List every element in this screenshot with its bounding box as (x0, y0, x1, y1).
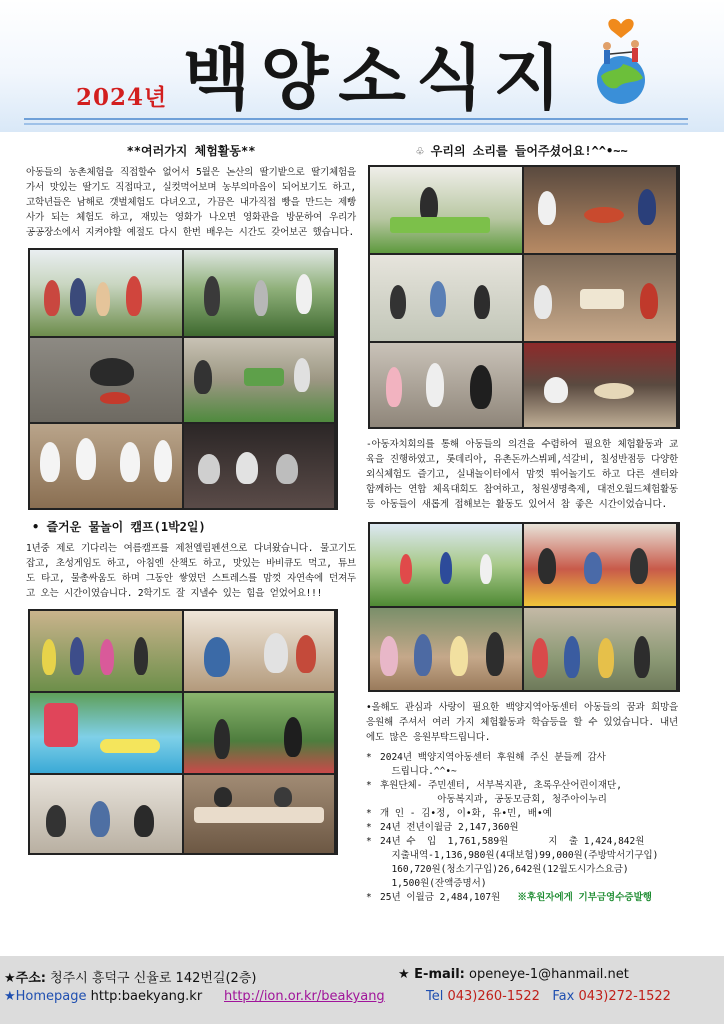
photo-classroom (370, 255, 522, 341)
left-column (26, 138, 356, 863)
footer (0, 956, 724, 1024)
list-item: * 개 인 - 김•정, 이•화, 유•민, 배•예 (366, 808, 552, 819)
photo-camp-group (30, 611, 182, 691)
address-label: ★주소: (4, 971, 46, 986)
email-value[interactable]: openeye-1@hanmail.net (469, 967, 629, 982)
list-item: * 25년 이월금 2,484,107원 ※후원자에게 기부금영수증발행 (366, 892, 652, 903)
globe-kids-logo-icon (585, 6, 657, 106)
photo-camp-bbq (184, 611, 334, 691)
photo-strawberry-greenhouse (184, 250, 334, 336)
tel-label: Tel (426, 989, 444, 1004)
photo-water-gun (184, 693, 334, 773)
homepage-label: ★Homepage (4, 989, 87, 1004)
photo-bakers (30, 424, 182, 508)
experience-photo-grid (28, 248, 338, 510)
newsletter-title: 백양소식지 (183, 37, 572, 119)
photo-indoor-play (370, 343, 522, 427)
issue-year: 2024년 (76, 84, 168, 111)
list-item: * 후원단체- 주민센터, 서부복지관, 초록우산어린이재단, 아동복지과, 공동모금회, 청주아이누리 (366, 780, 622, 805)
experience-section-title: **여러가지 체험활동** (126, 144, 256, 158)
experience-paragraph: 아동들의 농촌체험을 직접할수 없어서 5월은 논산의 딸기밭으로 딸기체험을 가서 맛있는 딸기도 직접따고, 실컷먹어보며 농부의마음이 되어보기도 하고, 고학년들은 남해로 갯벌체험도 다녀오고, 가끔은 내가직접 빵을 만드는 제빵사가 되는 체험도 하고, 재밌는 영화가 나오면 영화관을 방문하여 우리가 공공장소에서 지켜야할 예절도 다시 한번 배우는 시간도 갖어보곤 했습니다. (26, 167, 356, 238)
photo-oworld-group (524, 608, 676, 690)
email-label: ★ E-mail: (398, 967, 465, 982)
homepage-value[interactable]: http:baekyang.kr (90, 989, 203, 1004)
clover-icon: ♧ (416, 144, 431, 158)
photo-council-meeting (370, 167, 522, 253)
right-column (366, 138, 678, 905)
fax-value: 043)272-1522 (578, 989, 671, 1004)
photo-restaurant-3 (524, 343, 676, 427)
camp-section-title: 즐거운 물놀이 캠프(1박2일) (46, 520, 206, 534)
council-paragraph: -아동자치회의를 통해 아동들의 의견을 수렴하여 필요한 체험활동과 교육을 진행하였고, 롯데리아, 유촌돈까스뷔페,석갈비, 칠성반점등 다양한 외식체험도 즐기고, 실내놀이터에서 맘껏 뛰어놀기도 하고 다른 센터와 함께하는 연합 체육대회도 참여하고, 청원생명축제, 대전오월드체험활동등 아동들이 새롭게 접해보는 활동도 있어서 참 좋은 시간이었습니다. (366, 439, 678, 510)
footer-homepage (4, 989, 202, 1004)
list-item: * 2024년 백양지역아동센터 후원해 주신 분들께 감사 드립니다.^^•~ (366, 752, 606, 777)
homepage-link[interactable]: http://ion.or.kr/beakyang (224, 989, 385, 1004)
list-item: * 24년 전년이월금 2,147,360원 (366, 822, 519, 833)
meals-photo-grid (368, 165, 680, 429)
address-value: 청주시 흥덕구 신율로 142번길(2층) (50, 971, 257, 986)
camp-section-heading (26, 518, 356, 535)
photo-movie-theater (184, 424, 334, 508)
footer-email (398, 967, 629, 982)
photo-baking-table (184, 338, 334, 422)
photo-cafeteria (524, 524, 676, 606)
receipt-note: ※후원자에게 기부금영수증발행 (517, 892, 652, 903)
camp-paragraph: 1년중 제로 기다리는 여름캠프를 제천엘림펜션으로 다녀왔습니다. 물고기도 잡고, 초성게임도 하고, 아침엔 산책도 하고, 맛있는 바비큐도 먹고, 튜브도 타고, 물총싸움도 하며 그동안 쌓였던 스트레스를 맘껏 자연속에 던져두고 오는 시간이였습니다. 2학기도 잘 지낼수 있는 힘을 얻었어요!!! (26, 543, 356, 599)
voice-section-heading (366, 142, 678, 159)
fax-label: Fax (552, 989, 575, 1004)
list-item: * 24년 수 입 1,761,589원 지 출 1,424,842원 지출내역-1,136,980원(4대보험)99,000원(주방막서기구입) 160,720원(청소기구입)26,642원(12월도시가스요금) 1,500원(잔액증명서) (366, 836, 659, 889)
tel-value: 043)260-1522 (447, 989, 540, 1004)
photo-restaurant-2 (524, 255, 676, 341)
footer-address (4, 967, 256, 986)
photo-camp-meal (184, 775, 334, 853)
photo-strawberry-group (30, 250, 182, 336)
voice-section-title: 우리의 소리를 들어주셨어요!^^•~~ (430, 144, 628, 158)
photo-festival-group (370, 608, 522, 690)
photo-water-slide (30, 693, 182, 773)
footer-contact (426, 989, 671, 1004)
events-photo-grid (368, 522, 680, 692)
photo-field-day (370, 524, 522, 606)
photo-restaurant-1 (524, 167, 676, 253)
camp-bullet: • (32, 520, 47, 534)
thanks-paragraph: •올해도 관심과 사랑이 필요한 백양지역아동센터 아동들의 꿈과 희망을 응원해 주셔서 여러 가지 체험활동과 학습등을 할 수 있었습니다. 내년에도 많은 응원부탁드립니다. (366, 702, 678, 743)
photo-camp-room (30, 775, 182, 853)
photo-mudflat (30, 338, 182, 422)
donation-list (366, 751, 678, 905)
header-divider-2 (24, 123, 688, 125)
camp-photo-grid (28, 609, 338, 855)
